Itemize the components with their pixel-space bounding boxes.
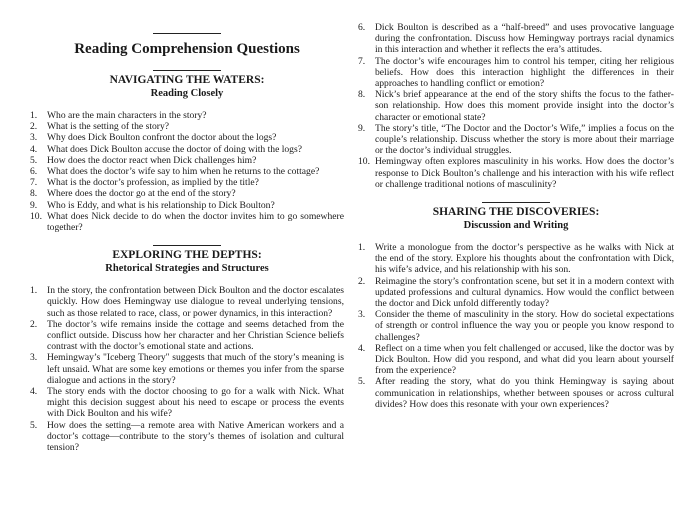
item-text: Reflect on a time when you felt challenged or accused, like the doctor was by Dick Boulton. How did you respond, and what did you learn about yourself from the experience? [375,342,674,377]
list-item [358,376,674,410]
item-number: 3. [358,309,366,321]
left-column [30,0,344,453]
item-number: 10. [358,156,370,168]
item-text: In the story, the confrontation between Dick Boulton and the doctor escalates quickly. How does Hemingway use dialogue to reveal underlying tensions, such as those related to race, class, or power dynamics, in this interaction? [47,285,344,319]
list-item [358,56,674,90]
list-item [358,242,674,276]
sharing-list [358,242,674,410]
item-number: 4. [30,386,38,398]
item-number: 4. [358,342,366,354]
sharing-title: SHARING THE DISCOVERIES: [432,206,600,219]
item-number: 4. [30,143,38,155]
list-item [30,121,344,132]
item-number: 6. [358,22,366,33]
exploring-list-continued [358,22,674,190]
page-title: Reading Comprehension Questions [74,41,300,57]
item-number: 7. [358,55,366,67]
item-text: What does Nick decide to do when the doctor invites him to go somewhere together? [47,210,344,234]
item-text: Who is Eddy, and what is his relationship to Dick Boulton? [47,199,275,211]
item-number: 3. [30,352,38,364]
sharing-subtitle: Discussion and Writing [463,220,569,232]
item-text: How does the setting—a remote area with Native American workers and a doctor’s cottage—contribute to the story’s themes of isolation and cultural tension? [47,419,344,454]
item-text: The story’s title, “The Doctor and the Doctor’s Wife,” implies a focus on the couple’s relationship. Discuss whether the story is more about their marriage or the doctor’s individual struggles. [375,122,674,157]
list-item [30,200,344,211]
list-item [30,285,344,319]
item-text: Hemingway often explores masculinity in his works. How does the doctor’s response to Dick Boulton’s challenge and his interaction with his wife reflect or challenge traditional notions of masculinity? [375,156,674,190]
exploring-rule [153,245,221,246]
list-item [30,188,344,199]
item-number: 10. [30,210,42,222]
navigating-title: NAVIGATING THE WATERS: [109,74,265,86]
list-item [358,89,674,123]
list-item [30,177,344,188]
item-text: Write a monologue from the doctor’s perspective as he walks with Nick at the end of the story. Explore his thoughts about the confrontation with Dick, his wife’s advice, and his relationship with his son. [375,242,674,276]
list-item [30,166,344,177]
item-number: 1. [358,242,366,254]
navigating-subtitle: Reading Closely [150,88,224,99]
exploring-subtitle: Rhetorical Strategies and Structures [105,263,269,275]
title-top-rule [153,33,221,34]
list-item [358,156,674,190]
list-item [30,211,344,233]
item-text: Consider the theme of masculinity in the story. How do societal expectations of strength or control influence the way you or people you know respond to challenges? [375,309,674,343]
item-text: Nick’s brief appearance at the end of the story shifts the focus to the father-son relationship. How does this moment provide insight into the doctor’s character or emotional state? [375,89,674,123]
item-text: Dick Boulton is described as a “half-breed” and uses provocative language during the confrontation. Discuss how Hemingway portrays racial dynamics in this interaction and whether it reflects the era’s attitudes. [375,22,674,56]
item-number: 8. [30,188,38,200]
item-number: 2. [358,275,366,287]
list-item [358,276,674,310]
item-text: What is the doctor’s profession, as implied by the title? [47,177,259,189]
item-number: 5. [358,376,366,388]
item-text: How does the doctor react when Dick challenges him? [47,154,257,166]
item-number: 1. [30,285,38,297]
navigating-list [30,110,344,233]
item-text: The doctor’s wife encourages him to control his temper, citing her religious beliefs. How does this interaction highlight the differences in their approaches to handling conflict or emotion? [375,55,674,90]
item-number: 8. [358,89,366,101]
item-number: 1. [30,110,38,121]
list-item [358,22,674,56]
item-text: What does Dick Boulton accuse the doctor of doing with the logs? [47,143,302,155]
list-item [30,144,344,155]
item-text: Why does Dick Boulton confront the doctor about the logs? [47,132,277,144]
exploring-list [30,285,344,453]
list-item [30,132,344,143]
item-number: 9. [30,199,38,211]
item-number: 5. [30,154,38,166]
list-item [358,123,674,157]
item-text: What does the doctor’s wife say to him when he returns to the cottage? [47,166,320,178]
list-item [30,319,344,353]
item-text: After reading the story, what do you think Hemingway is saying about communication in relationships, whether between spouses or across cultural divides? How does this resonate with your own experiences? [375,376,674,410]
list-item [30,386,344,420]
item-number: 2. [30,121,38,133]
item-number: 5. [30,419,38,431]
sharing-rule [482,202,550,203]
item-text: Hemingway’s "Iceberg Theory" suggests that much of the story’s meaning is left unsaid. What are some key emotions or themes you infer from the sparse dialogue and actions in the story? [47,352,344,386]
list-item [30,110,344,121]
list-item [30,155,344,166]
item-text: What is the setting of the story? [47,121,170,133]
list-item [30,420,344,454]
list-item [30,352,344,386]
item-number: 6. [30,166,38,178]
item-number: 7. [30,177,38,189]
item-text: The doctor’s wife remains inside the cottage and seems detached from the conflict outside. Discuss how her character and her Christian Science beliefs contrast with the doctor’s emotional state and actions. [47,318,344,353]
list-item [358,309,674,343]
item-number: 3. [30,132,38,144]
right-column [358,22,674,410]
item-text: Where does the doctor go at the end of the story? [47,188,236,200]
navigating-rule [153,70,221,71]
item-text: The story ends with the doctor choosing to go for a walk with Nick. What might this decision suggest about his need to escape or process the events with Dick Boulton and his wife? [47,386,344,420]
item-number: 2. [30,318,38,330]
item-number: 9. [358,122,366,134]
exploring-title: EXPLORING THE DEPTHS: [112,249,262,262]
list-item [358,343,674,377]
item-text: Reimagine the story’s confrontation scene, but set it in a modern context with updated professions and cultural dynamics. How would the conflict between the doctor and Dick unfold differently today? [375,275,674,310]
item-text: Who are the main characters in the story? [47,110,207,121]
